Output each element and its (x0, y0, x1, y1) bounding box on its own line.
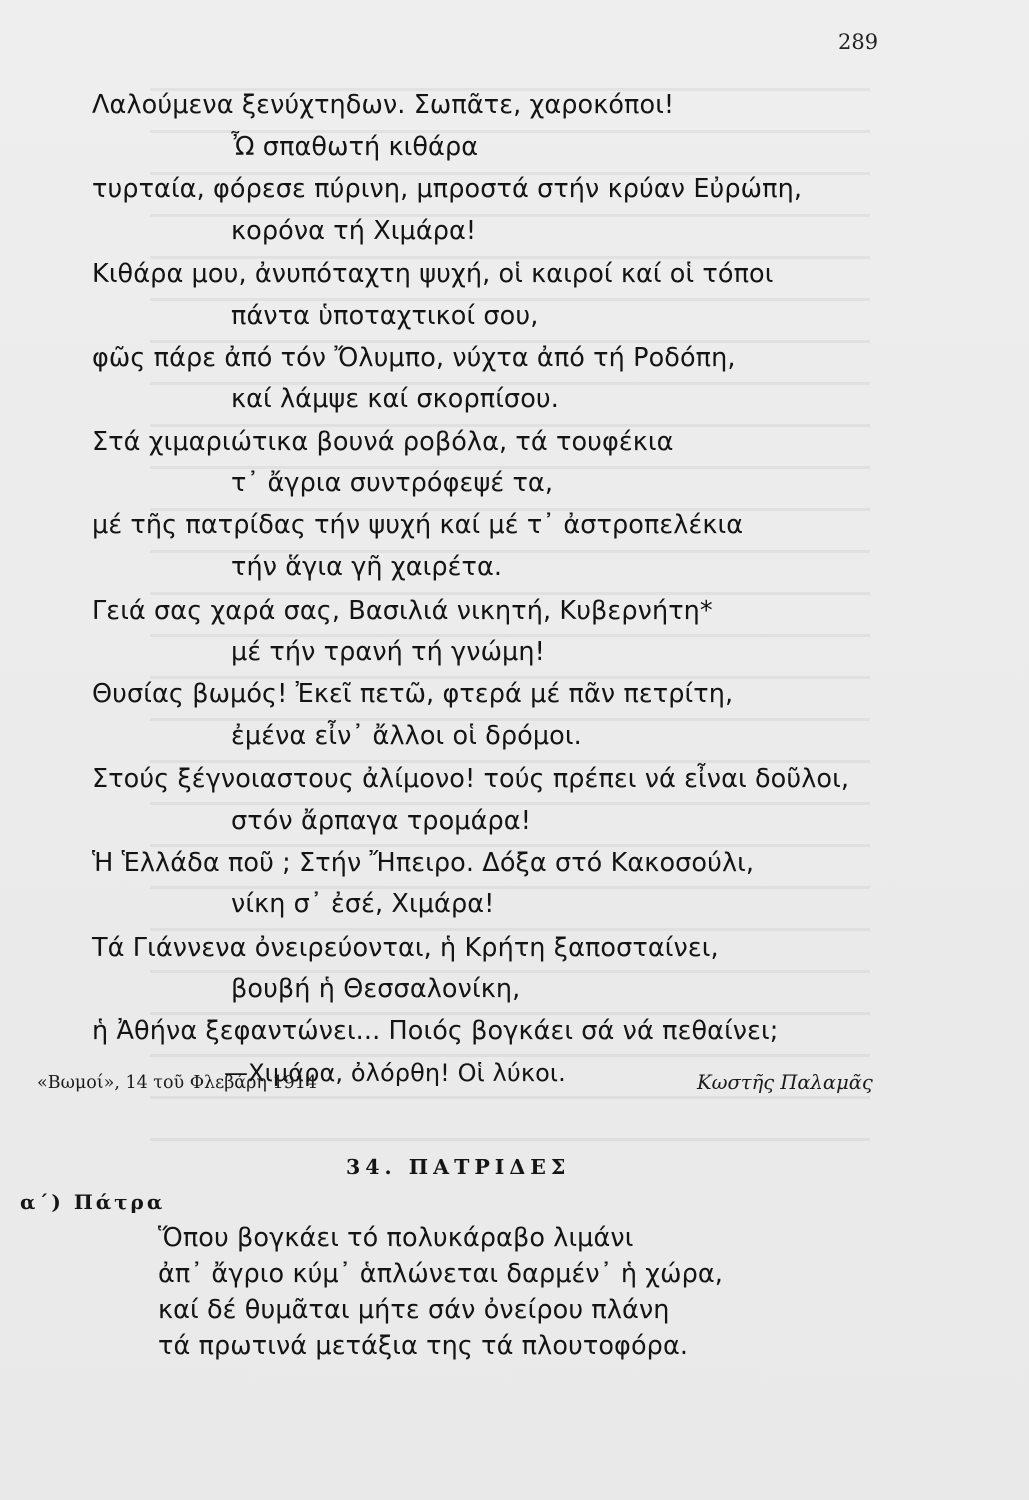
poem-line: Ὅπου βογκάει τό πολυκάραβο λιμάνι (158, 1223, 634, 1253)
source-citation: «Βωμοί», 14 τοῦ Φλεβάρη 1914 (37, 1073, 317, 1093)
poem-line: ἡ Ἀθήνα ξεφαντώνει... Ποιός βογκάει σά νά πεθαίνει; (92, 1016, 779, 1046)
poem-line: Κιθάρα μου, ἀνυπόταχτη ψυχή, οἱ καιροί καί οἱ τόποι (92, 259, 774, 289)
poem-line: Στά χιμαριώτικα βουνά ροβόλα, τά τουφέκια (92, 427, 674, 457)
author-signature: Κωστῆς Παλαμᾶς (697, 1071, 873, 1094)
poem-line: μέ τήν τρανή τή γνώμη! (231, 637, 545, 667)
poem-line: τ᾿ ἄγρια συντρόφεψέ τα, (231, 468, 554, 498)
poem-line: Γειά σας χαρά σας, Βασιλιά νικητή, Κυβερνήτη* (92, 596, 713, 626)
poem-line: μέ τῆς πατρίδας τήν ψυχή καί μέ τ᾿ ἀστροπελέκια (92, 510, 744, 540)
poem-line: ἐμένα εἶν᾿ ἄλλοι οἱ δρόμοι. (231, 721, 582, 751)
page-number: 289 (838, 30, 879, 54)
poem-line: καί λάμψε καί σκορπίσου. (231, 384, 559, 414)
poem-line: Ὦ σπαθωτή κιθάρα (231, 132, 479, 162)
poem-line: βουβή ἡ Θεσσαλονίκη, (231, 974, 521, 1004)
poem-line: νίκη σ᾿ ἐσέ, Χιμάρα! (231, 889, 495, 919)
poem-line: Λαλούμενα ξενύχτηδων. Σωπᾶτε, χαροκόποι! (92, 90, 675, 120)
poem-line: Τά Γιάννενα ὀνειρεύονται, ἡ Κρήτη ξαποσταίνει, (92, 933, 719, 963)
poem-line: —Χιμάρα, ὀλόρθη! Οἱ λύκοι. (224, 1059, 566, 1087)
subsection-heading: α΄) Πάτρα (20, 1190, 166, 1214)
poem-line: φῶς πάρε ἀπό τόν Ὄλυμπο, νύχτα ἀπό τή Ροδόπη, (92, 343, 736, 373)
poem-line: τήν ἅγια γῆ χαιρέτα. (231, 552, 503, 582)
section-heading: 34. ΠΑΤΡΙΔΕΣ (346, 1155, 571, 1179)
poem-line: τά πρωτινά μετάξια της τά πλουτοφόρα. (158, 1331, 689, 1361)
poem-line: Θυσίας βωμός! Ἐκεῖ πετῶ, φτερά μέ πᾶν πετρίτη, (92, 679, 734, 709)
poem-line: ἀπ᾿ ἄγριο κύμ᾿ ἁπλώνεται δαρμέν᾿ ἡ χώρα, (158, 1259, 723, 1289)
poem-line: Ἡ Ἑλλάδα ποῦ ; Στήν Ἤπειρο. Δόξα στό Κακοσούλι, (92, 848, 755, 878)
poem-line: Στούς ξέγνοιαστους ἀλίμονο! τούς πρέπει νά εἶναι δοῦλοι, (92, 764, 850, 794)
poem-line: κορόνα τή Χιμάρα! (231, 216, 477, 246)
poem-line: πάντα ὑποταχτικοί σου, (231, 301, 539, 331)
poem-line: στόν ἄρπαγα τρομάρα! (231, 806, 532, 836)
poem-line: καί δέ θυμᾶται μήτε σάν ὀνείρου πλάνη (158, 1295, 670, 1325)
poem-line: τυρταία, φόρεσε πύρινη, μπροστά στήν κρύαν Εὐρώπη, (92, 174, 803, 204)
